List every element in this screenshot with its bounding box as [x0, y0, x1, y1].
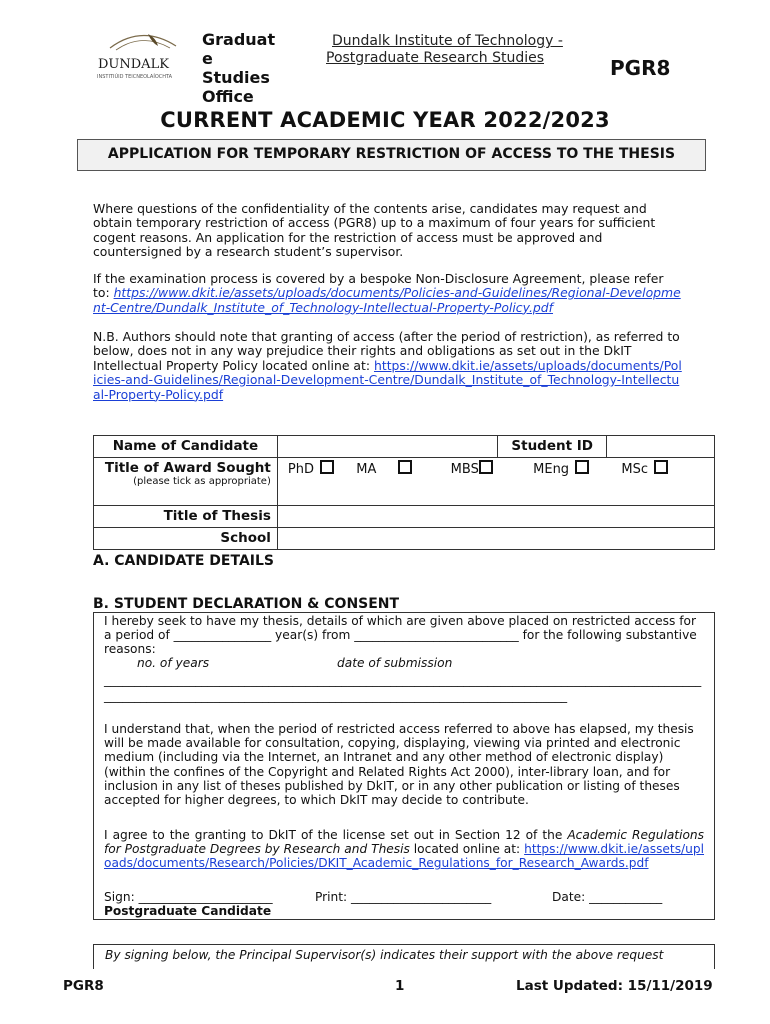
institute-line1: Dundalk Institute of Technology -: [332, 33, 563, 49]
supervisor-note: By signing below, the Principal Supervisor(s) indicates their support with the above request: [105, 948, 664, 962]
msc-checkbox[interactable]: [654, 460, 668, 474]
option-ma-label: MA: [356, 462, 377, 477]
supervisor-box: [93, 944, 715, 969]
thesis-label: Title of Thesis: [94, 506, 278, 528]
sign-label[interactable]: Sign: ______________________: [104, 890, 273, 904]
office-line: e: [202, 49, 213, 68]
table-row: [94, 528, 715, 550]
award-label-cell: [94, 458, 278, 506]
candidate-caption: Postgraduate Candidate: [104, 904, 272, 918]
hint-years: no. of years: [137, 656, 210, 670]
section-a-heading: A. CANDIDATE DETAILS: [93, 553, 274, 569]
office-line: Studies: [202, 68, 270, 87]
date-label[interactable]: Date: ____________: [552, 890, 663, 904]
option-meng-label: MEng: [533, 462, 570, 477]
para3-suffix: located online at:: [409, 842, 521, 857]
table-row: [94, 506, 715, 528]
option-phd[interactable]: [288, 460, 334, 477]
option-phd-label: PhD: [287, 462, 314, 477]
declaration-line1: I hereby seek to have my thesis, details of which are given above placed on restricted access for a period of ________________ year(s) from ___________________________ for the following substantive reasons:: [104, 614, 697, 657]
graduate-studies-office: [202, 30, 292, 106]
declaration-para2: I understand that, when the period of restricted access referred to above has elapsed, my thesis will be made available for consultation, copying, displaying, viewing via printed and electronic medium (including via the Internet, an Intranet and any other method of electronic display) (within the confines of the Copyright and Related Rights Act 2000), inter-library loan, and for inclusion in any list of theses published by DkIT, or in any other publication or listing of theses accepted for higher degrees, to which DkIT may decide to contribute.: [104, 722, 694, 808]
option-mbs[interactable]: [451, 460, 493, 477]
student-id-field[interactable]: [607, 436, 715, 458]
regulations-title: Academic Regulations for Postgraduate Degrees by Research and Thesis: [104, 828, 704, 857]
option-ma[interactable]: [356, 460, 412, 477]
option-meng[interactable]: [533, 460, 589, 477]
award-note: (please tick as appropriate): [133, 476, 271, 487]
ip-policy-link[interactable]: https://www.dkit.ie/assets/uploads/documents/Policies-and-Guidelines/Regional-Development-Centre/Dundalk_Institute_of_Technology-Intellectual-Property-Policy.pdf: [93, 285, 681, 315]
thesis-field[interactable]: [277, 506, 714, 528]
reasons-lines[interactable]: ______________________________________________________________________________________________________________________________________________________________________________: [104, 673, 702, 703]
institute-line2: Postgraduate Research Studies: [326, 50, 545, 66]
option-mbs-label: MBS: [450, 462, 479, 477]
logo-subtext: INSTITIÚID TEICNEOLAÍOCHTA: [97, 74, 173, 80]
table-row: [94, 436, 715, 458]
intro-paragraph-3: [93, 330, 683, 402]
option-msc-label: MSc: [621, 462, 648, 477]
institute-name: [326, 33, 563, 67]
name-field[interactable]: [277, 436, 497, 458]
para3-text: I agree to the granting to DkIT of the license set out in Section 12 of the: [104, 828, 568, 842]
print-label[interactable]: Print: _______________________: [315, 890, 492, 904]
meng-checkbox[interactable]: [575, 460, 589, 474]
regulations-link[interactable]: https://www.dkit.ie/assets/uploads/documents/Research/Policies/DKIT_Academic_Regulations_for_Research_Awards.pdf: [104, 842, 705, 871]
form-code: PGR8: [610, 56, 671, 80]
application-title: APPLICATION FOR TEMPORARY RESTRICTION OF ACCESS TO THE THESIS: [107, 146, 676, 162]
intro-paragraph-2-text: If the examination process is covered by a bespoke Non-Disclosure Agreement, please refer to:: [93, 271, 664, 301]
hint-date: date of submission: [337, 656, 453, 670]
table-row: [94, 458, 715, 506]
school-field[interactable]: [277, 528, 714, 550]
name-label: Name of Candidate: [94, 436, 278, 458]
intro-paragraph-2: [93, 272, 683, 315]
declaration-para3: [104, 828, 704, 871]
candidate-details-table: [93, 435, 715, 550]
logo-wordmark: DUNDALK: [98, 57, 169, 72]
student-id-label: Student ID: [497, 436, 607, 458]
application-title-box: [77, 139, 706, 171]
page-title: CURRENT ACADEMIC YEAR 2022/2023: [160, 108, 610, 132]
office-line: Graduat: [202, 30, 276, 49]
mbs-checkbox[interactable]: [479, 460, 493, 474]
award-label: Title of Award Sought: [104, 460, 271, 476]
section-b-heading: B. STUDENT DECLARATION & CONSENT: [93, 596, 400, 612]
dkit-logo: [96, 26, 188, 82]
last-updated: Last Updated: 15/11/2019: [516, 978, 713, 994]
option-msc[interactable]: [621, 460, 668, 477]
intro-paragraph-3-text: N.B. Authors should note that granting of access (after the period of restriction), as referred to below, does not in any way prejudice their rights and obligations as set out in the DkIT Intellectual Property Policy located online at:: [93, 329, 680, 373]
award-options: [277, 458, 714, 506]
footer-code: PGR8: [63, 978, 104, 994]
ip-policy-link-2[interactable]: https://www.dkit.ie/assets/uploads/documents/Policies-and-Guidelines/Regional-Development-Centre/Dundalk_Institute_of_Technology-Intellectual-Property-Policy.pdf: [93, 357, 682, 402]
intro-paragraph-1: Where questions of the confidentiality of the contents arise, candidates may request and obtain temporary restriction of access (PGR8) up to a maximum of four years for sufficient cogent reasons. An application for the restriction of access must be approved and countersigned by a research student’s supervisor.: [93, 201, 656, 260]
office-line: Office: [202, 87, 254, 106]
page-number: 1: [395, 978, 405, 994]
school-label: School: [94, 528, 278, 550]
phd-checkbox[interactable]: [320, 460, 334, 474]
ma-checkbox[interactable]: [398, 460, 412, 474]
